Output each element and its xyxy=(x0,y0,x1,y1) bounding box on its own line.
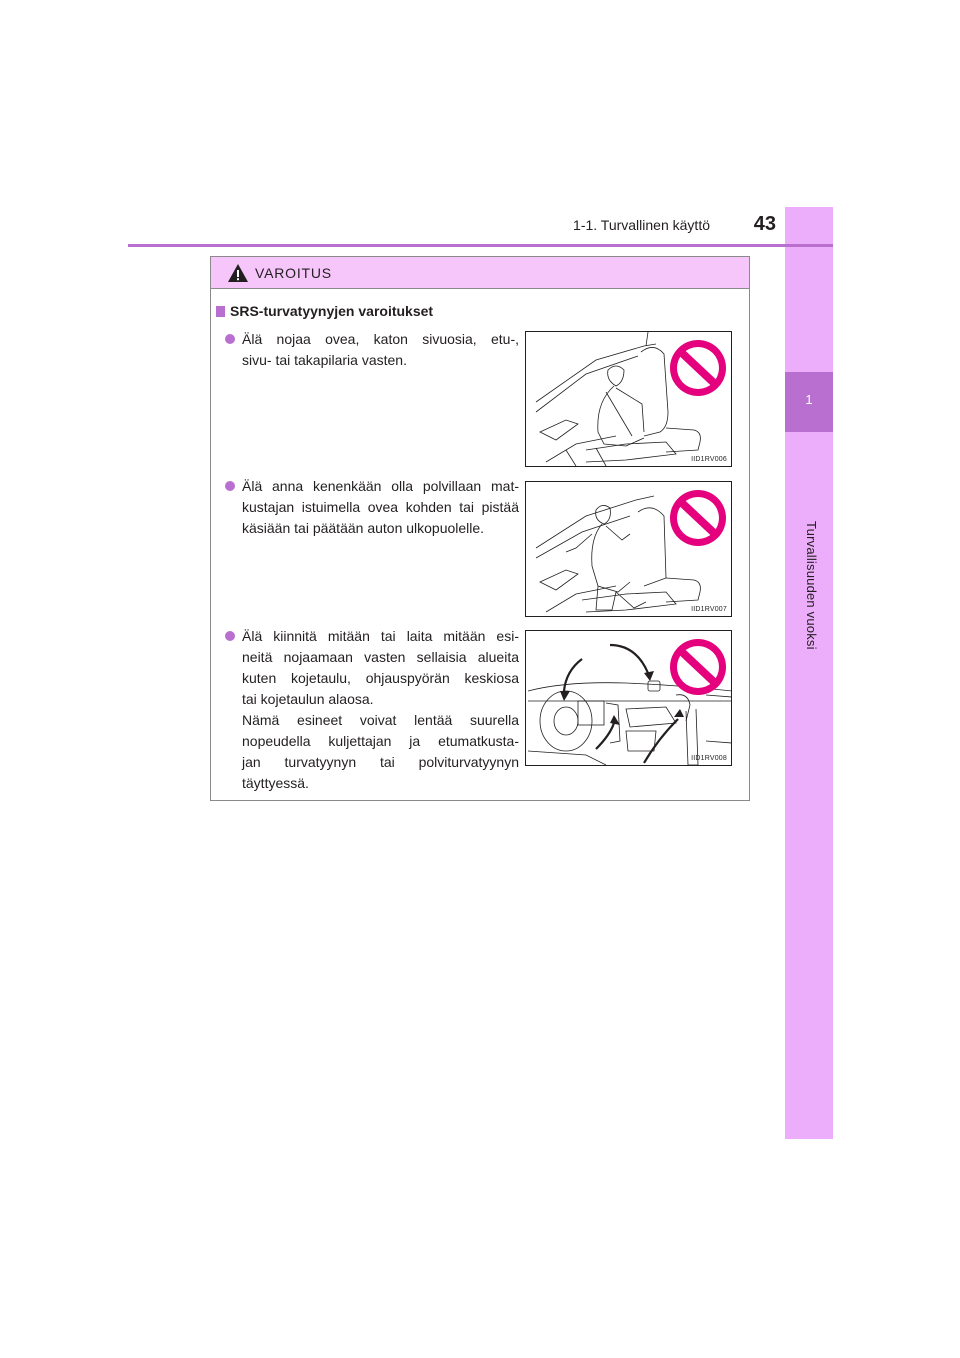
circle-bullet-icon xyxy=(225,334,235,344)
figure-code: IID1RV007 xyxy=(691,606,727,613)
prohibition-icon xyxy=(670,639,726,695)
figure-code: IID1RV008 xyxy=(691,755,727,762)
figure-door-lean xyxy=(525,331,732,467)
warning-header xyxy=(211,257,749,289)
item-line: Nämä esineet voivat lentää suurella xyxy=(242,712,519,728)
warning-box xyxy=(210,256,750,801)
warning-triangle-icon xyxy=(227,263,249,283)
section-title: 1-1. Turvallinen käyttö xyxy=(573,217,710,233)
warning-title: VAROITUS xyxy=(255,265,332,281)
illustration-dashboard-arrows xyxy=(526,631,732,766)
item-line: nopeudella kuljettajan ja etumatkusta- xyxy=(242,733,519,749)
item-line: sivu- tai takapilaria vasten. xyxy=(242,352,407,368)
item-line: Älä anna kenenkään olla polvillaan mat- xyxy=(242,478,519,494)
header-rule xyxy=(128,244,833,247)
warning-item-2 xyxy=(225,476,519,539)
circle-bullet-icon xyxy=(225,481,235,491)
prohibition-icon xyxy=(670,490,726,546)
page-number: 43 xyxy=(753,213,776,235)
item-line: käsiään tai päätään auton ulkopuolelle. xyxy=(242,520,485,536)
figure-code: IID1RV006 xyxy=(691,456,727,463)
item-line: Älä nojaa ovea, katon sivuosia, etu-, xyxy=(242,331,519,347)
item-line: neitä nojaamaan vasten sellaisia alueita xyxy=(242,649,519,665)
figure-dashboard xyxy=(525,630,732,766)
item-line: kustajan istuimella ovea kohden tai pistää xyxy=(242,499,519,515)
subheading: SRS-turvatyynyjen varoitukset xyxy=(216,303,433,319)
illustration-person-kneeling-seat xyxy=(526,482,732,617)
item-line: täyttyessä. xyxy=(242,775,309,791)
warning-item-3 xyxy=(225,626,519,794)
chapter-number-tab: 1 xyxy=(785,372,833,432)
illustration-person-leaning-door xyxy=(526,332,732,467)
item-line: jan turvatyynyn tai polviturvatyynyn xyxy=(242,754,519,770)
item-line: kuten kojetaulu, ohjauspyörän keskiosa xyxy=(242,670,519,686)
figure-kneeling-seat xyxy=(525,481,732,617)
circle-bullet-icon xyxy=(225,631,235,641)
prohibition-icon xyxy=(670,340,726,396)
item-line: tai kojetaulun alaosa. xyxy=(242,691,374,707)
square-bullet-icon xyxy=(216,306,225,317)
side-tab xyxy=(785,207,833,1139)
item-line: Älä kiinnitä mitään tai laita mitään esi- xyxy=(242,628,519,644)
warning-item-1 xyxy=(225,329,519,371)
chapter-label: Turvallisuuden vuoksi xyxy=(804,521,819,650)
